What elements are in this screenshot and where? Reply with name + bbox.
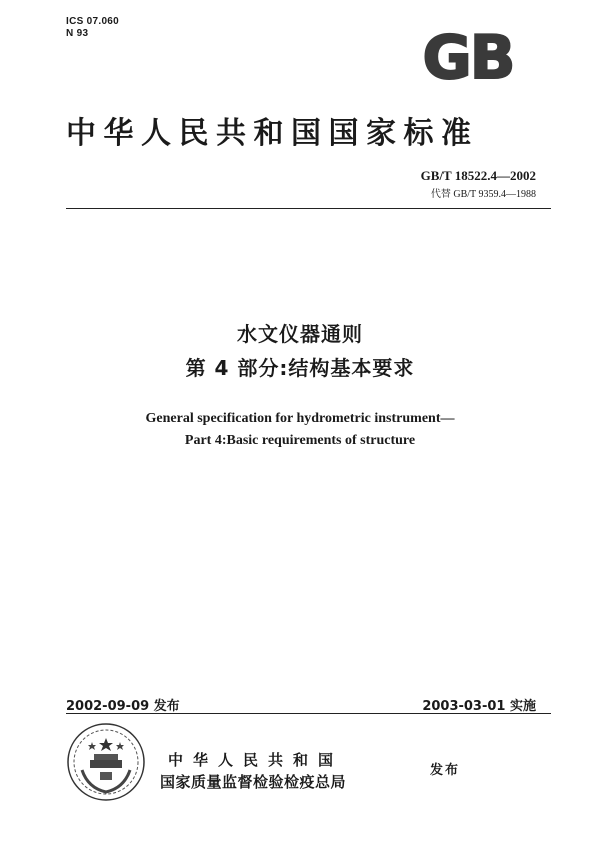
ccs-code: N 93 [66,28,89,39]
bottom-divider [66,713,551,714]
issue-date: 2002-09-09 发布 [66,699,180,714]
issue-action: 发布 [430,763,461,778]
gb-logo-icon [417,26,519,86]
implementation-date: 2003-03-01 实施 [422,699,536,714]
title-en-line2: Part 4:Basic requirements of structure [184,433,416,448]
gb-logo-text: GB [422,26,514,86]
title-en-line1: General specification for hydrometric instrument— [145,411,455,426]
classification-codes [66,16,119,40]
issuer-line1: 中华人民共和国 [168,751,344,769]
issuer-line2: 国家质量监督检验检疫总局 [160,773,347,791]
national-standard-title: 中华人民共和国国家标准 [66,116,479,151]
top-divider [66,208,551,209]
ics-code: ICS 07.060 [66,16,120,27]
title-cn-line2: 第 4 部分:结构基本要求 [185,356,415,380]
title-cn-line1: 水文仪器通则 [237,322,363,346]
national-emblem-icon [64,720,148,804]
replaces-standard: 代替 GB/T 9359.4—1988 [430,189,536,200]
standard-code: GB/T 18522.4—2002 [420,168,536,183]
